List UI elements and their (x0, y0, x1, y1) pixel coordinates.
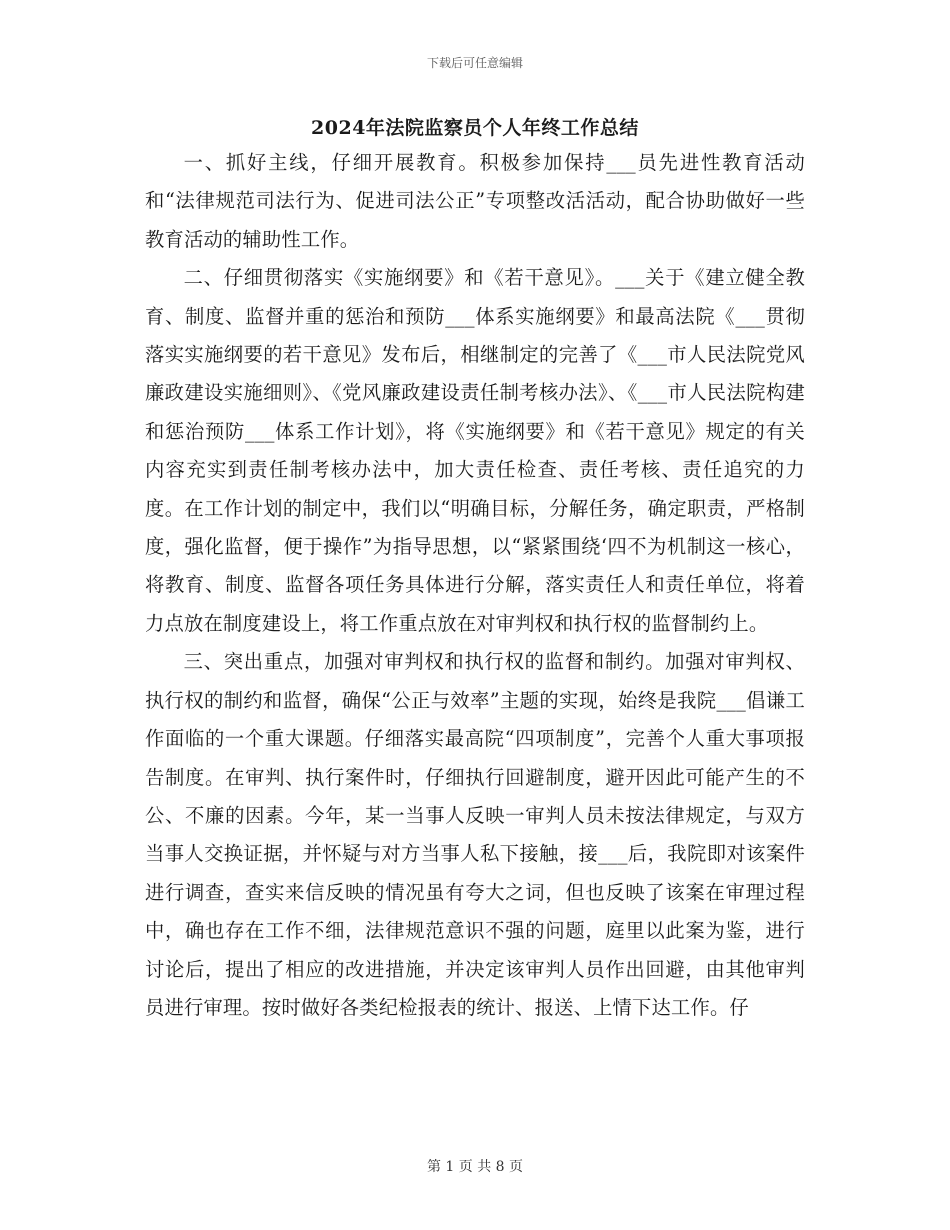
document-title: 2024年法院监察员个人年终工作总结 (311, 117, 639, 139)
paragraph-1: 一、抓好主线，仔细开展教育。积极参加保持___员先进性教育活动和“法律规范司法行为、促进司法公正”专项整改活活动，配合协助做好一些教育活动的辅助性工作。 (145, 151, 805, 251)
page-header-note: 下载后可任意编辑 (426, 56, 523, 70)
document-body (145, 144, 805, 1027)
paragraph-3: 三、突出重点，加强对审判权和执行权的监督和制约。加强对审判权、执行权的制约和监督，确保“公正与效率”主题的实现，始终是我院___倡谦工作面临的一个重大课题。仔细落实最高院“四项制度”，完善个人重大事项报告制度。在审判、执行案件时，仔细执行回避制度，避开因此可能产生的不公、不廉的因素。今年，某一当事人反映一审判人员未按法律规定，与双方当事人交换证据，并怀疑与对方当事人私下接触，接___后，我院即对该案件进行调查，查实来信反映的情况虽有夸大之词，但也反映了该案在审理过程中，确也存在工作不细，法律规范意识不强的问题，庭里以此案为鉴，进行讨论后，提出了相应的改进措施，并决定该审判人员作出回避，由其他审判员进行审理。按时做好各类纪检报表的统计、报送、上情下达工作。仔 (145, 650, 805, 1019)
paragraph-2: 二、仔细贯彻落实《实施纲要》和《若干意见》。___关于《建立健全教育、制度、监督并重的惩治和预防___体系实施纲要》和最高法院《___贯彻落实实施纲要的若干意见》发布后，相继制定的完善了《___市人民法院党风廉政建设实施细则》、《党风廉政建设责任制考核办法》、《___市人民法院构建和惩治预防___体系工作计划》，将《实施纲要》和《若干意见》规定的有关内容充实到责任制考核办法中，加大责任检查、责任考核、责任追究的力度。在工作计划的制定中，我们以“明确目标，分解任务，确定职责，严格制度，强化监督，便于操作”为指导思想，以“紧紧围绕‘四不为机制这一核心，将教育、制度、监督各项任务具体进行分解，落实责任人和责任单位，将着力点放在制度建设上，将工作重点放在对审判权和执行权的监督制约上。 (145, 266, 805, 635)
page-number: 第 1 页 共 8 页 (426, 1159, 524, 1175)
